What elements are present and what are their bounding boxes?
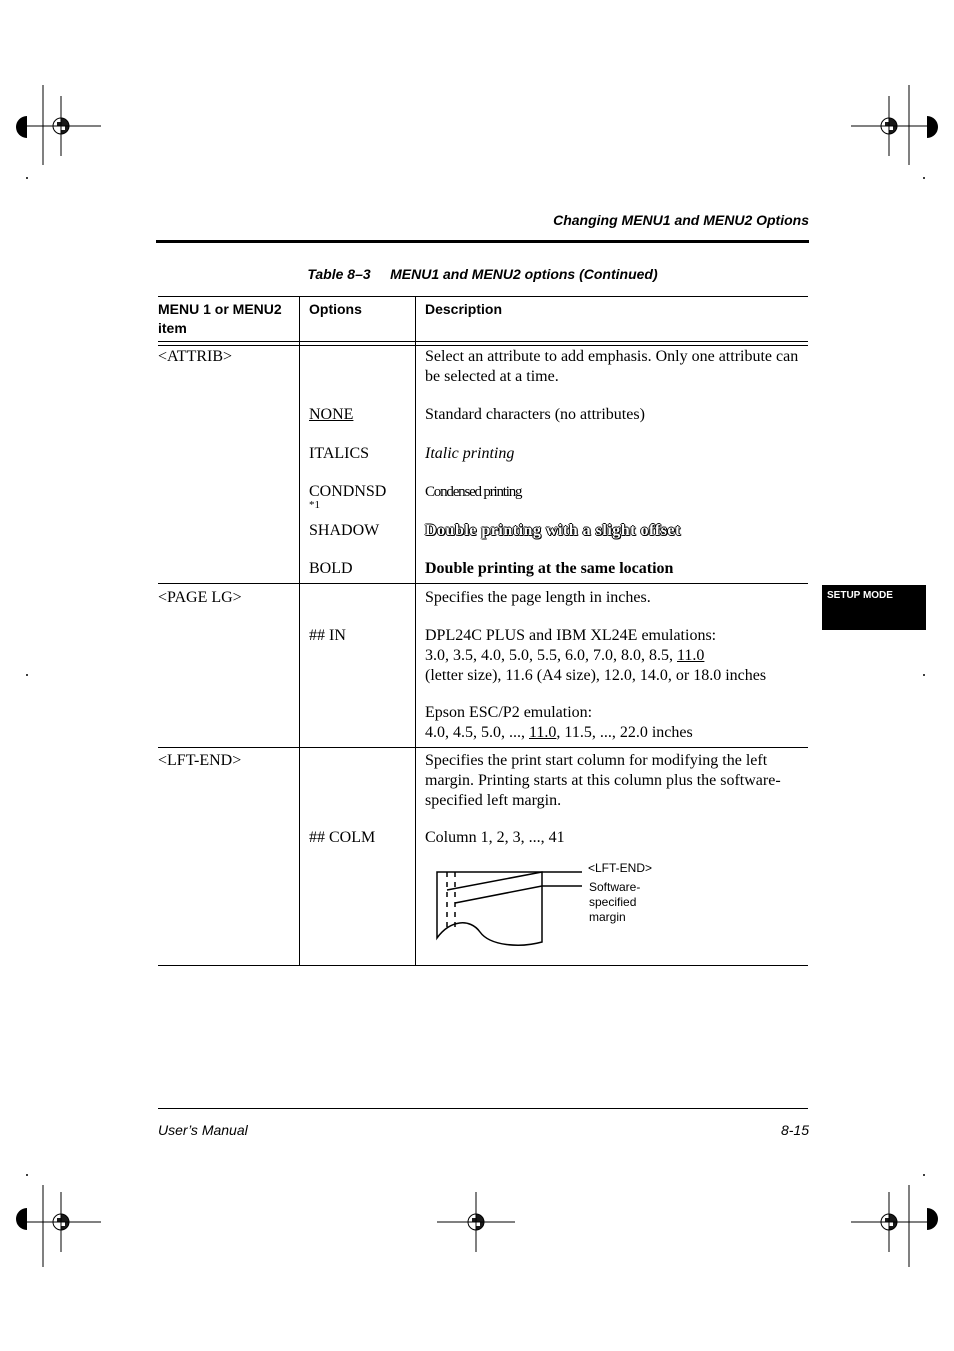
header-options: Options bbox=[309, 301, 362, 317]
option-bold: BOLD bbox=[309, 560, 353, 577]
desc-shadow: Double printing with a slight offset bbox=[425, 522, 681, 539]
header-rule bbox=[156, 240, 809, 243]
item-page-lg: <PAGE LG> bbox=[158, 589, 242, 606]
footer-page-number: 8-15 bbox=[780, 1122, 809, 1138]
lft-end-pointer bbox=[447, 872, 542, 890]
header-description: Description bbox=[425, 301, 503, 317]
diagram-label-line: specified bbox=[589, 895, 637, 909]
diagram-label-software-margin bbox=[589, 880, 640, 925]
side-tab-label: SETUP MODE bbox=[827, 590, 893, 601]
dpl-values-post: (letter size), 11.6 (A4 size), 12.0, 14.0, or 18.0 inches bbox=[425, 667, 767, 684]
option-italics: ITALICS bbox=[309, 445, 370, 462]
page-lg-epson-text bbox=[425, 703, 805, 743]
dpl-values bbox=[425, 646, 805, 666]
footer-manual-title: User’s Manual bbox=[158, 1122, 248, 1138]
column-divider bbox=[415, 296, 416, 966]
diagram-label-line: Software- bbox=[589, 880, 641, 894]
item-attrib: <ATTRIB> bbox=[158, 348, 233, 365]
lft-end-intro: Specifies the print start column for modifying the left margin. Printing starts at this column plus the software-specified left margin. bbox=[425, 752, 781, 809]
table-bottom-border bbox=[158, 965, 808, 966]
table-header-divider-2 bbox=[158, 345, 808, 346]
page-lg-intro: Specifies the page length in inches. bbox=[425, 589, 651, 606]
condnsd-footnote: *1 bbox=[309, 499, 320, 511]
option-page-lg: ## IN bbox=[309, 627, 346, 644]
table-top-border bbox=[158, 296, 808, 297]
epson-title: Epson ESC/P2 emulation: bbox=[425, 704, 593, 721]
row-divider bbox=[158, 747, 808, 748]
margin-pointer bbox=[455, 886, 542, 903]
epson-values bbox=[425, 723, 805, 743]
option-lft-end: ## COLM bbox=[309, 829, 376, 846]
header-item: MENU 1 or MENU2 item bbox=[158, 301, 282, 336]
footer-rule bbox=[158, 1108, 808, 1109]
option-shadow: SHADOW bbox=[309, 522, 380, 539]
epson-post: , 11.5, ..., 22.0 inches bbox=[556, 724, 693, 741]
section-side-tab bbox=[822, 585, 926, 630]
desc-bold: Double printing at the same location bbox=[425, 560, 674, 577]
dpl-default: 11.0 bbox=[677, 647, 705, 664]
column-divider bbox=[299, 296, 300, 966]
desc-lft-end: Column 1, 2, 3, ..., 41 bbox=[425, 829, 565, 846]
table-caption: Table 8–3 MENU1 and MENU2 options (Continued) bbox=[307, 266, 658, 282]
desc-condnsd: Condensed printing bbox=[425, 484, 522, 500]
dpl-title: DPL24C PLUS and IBM XL24E emulations: bbox=[425, 627, 717, 644]
option-none: NONE bbox=[309, 406, 354, 423]
page-lg-dpl-text bbox=[425, 626, 805, 686]
row-divider bbox=[158, 583, 808, 584]
diagram-label-line: margin bbox=[589, 910, 626, 924]
epson-default: 11.0 bbox=[529, 724, 557, 741]
table-header-divider bbox=[158, 341, 808, 342]
attrib-intro: Select an attribute to add emphasis. Only one attribute can be selected at a time. bbox=[425, 348, 799, 385]
item-lft-end: <LFT-END> bbox=[158, 752, 242, 769]
desc-italics: Italic printing bbox=[425, 445, 515, 462]
paper-sheet-shape bbox=[437, 872, 542, 945]
diagram-label-lft-end: <LFT-END> bbox=[588, 861, 653, 875]
page-header-title: Changing MENU1 and MENU2 Options bbox=[553, 212, 809, 228]
option-condnsd: CONDNSD bbox=[309, 483, 387, 500]
desc-none: Standard characters (no attributes) bbox=[425, 406, 645, 423]
dpl-values-pre: 3.0, 3.5, 4.0, 5.0, 5.5, 6.0, 7.0, 8.0, 8.5, bbox=[425, 647, 677, 664]
epson-pre: 4.0, 4.5, 5.0, ..., bbox=[425, 724, 529, 741]
margin-diagram bbox=[430, 860, 590, 955]
